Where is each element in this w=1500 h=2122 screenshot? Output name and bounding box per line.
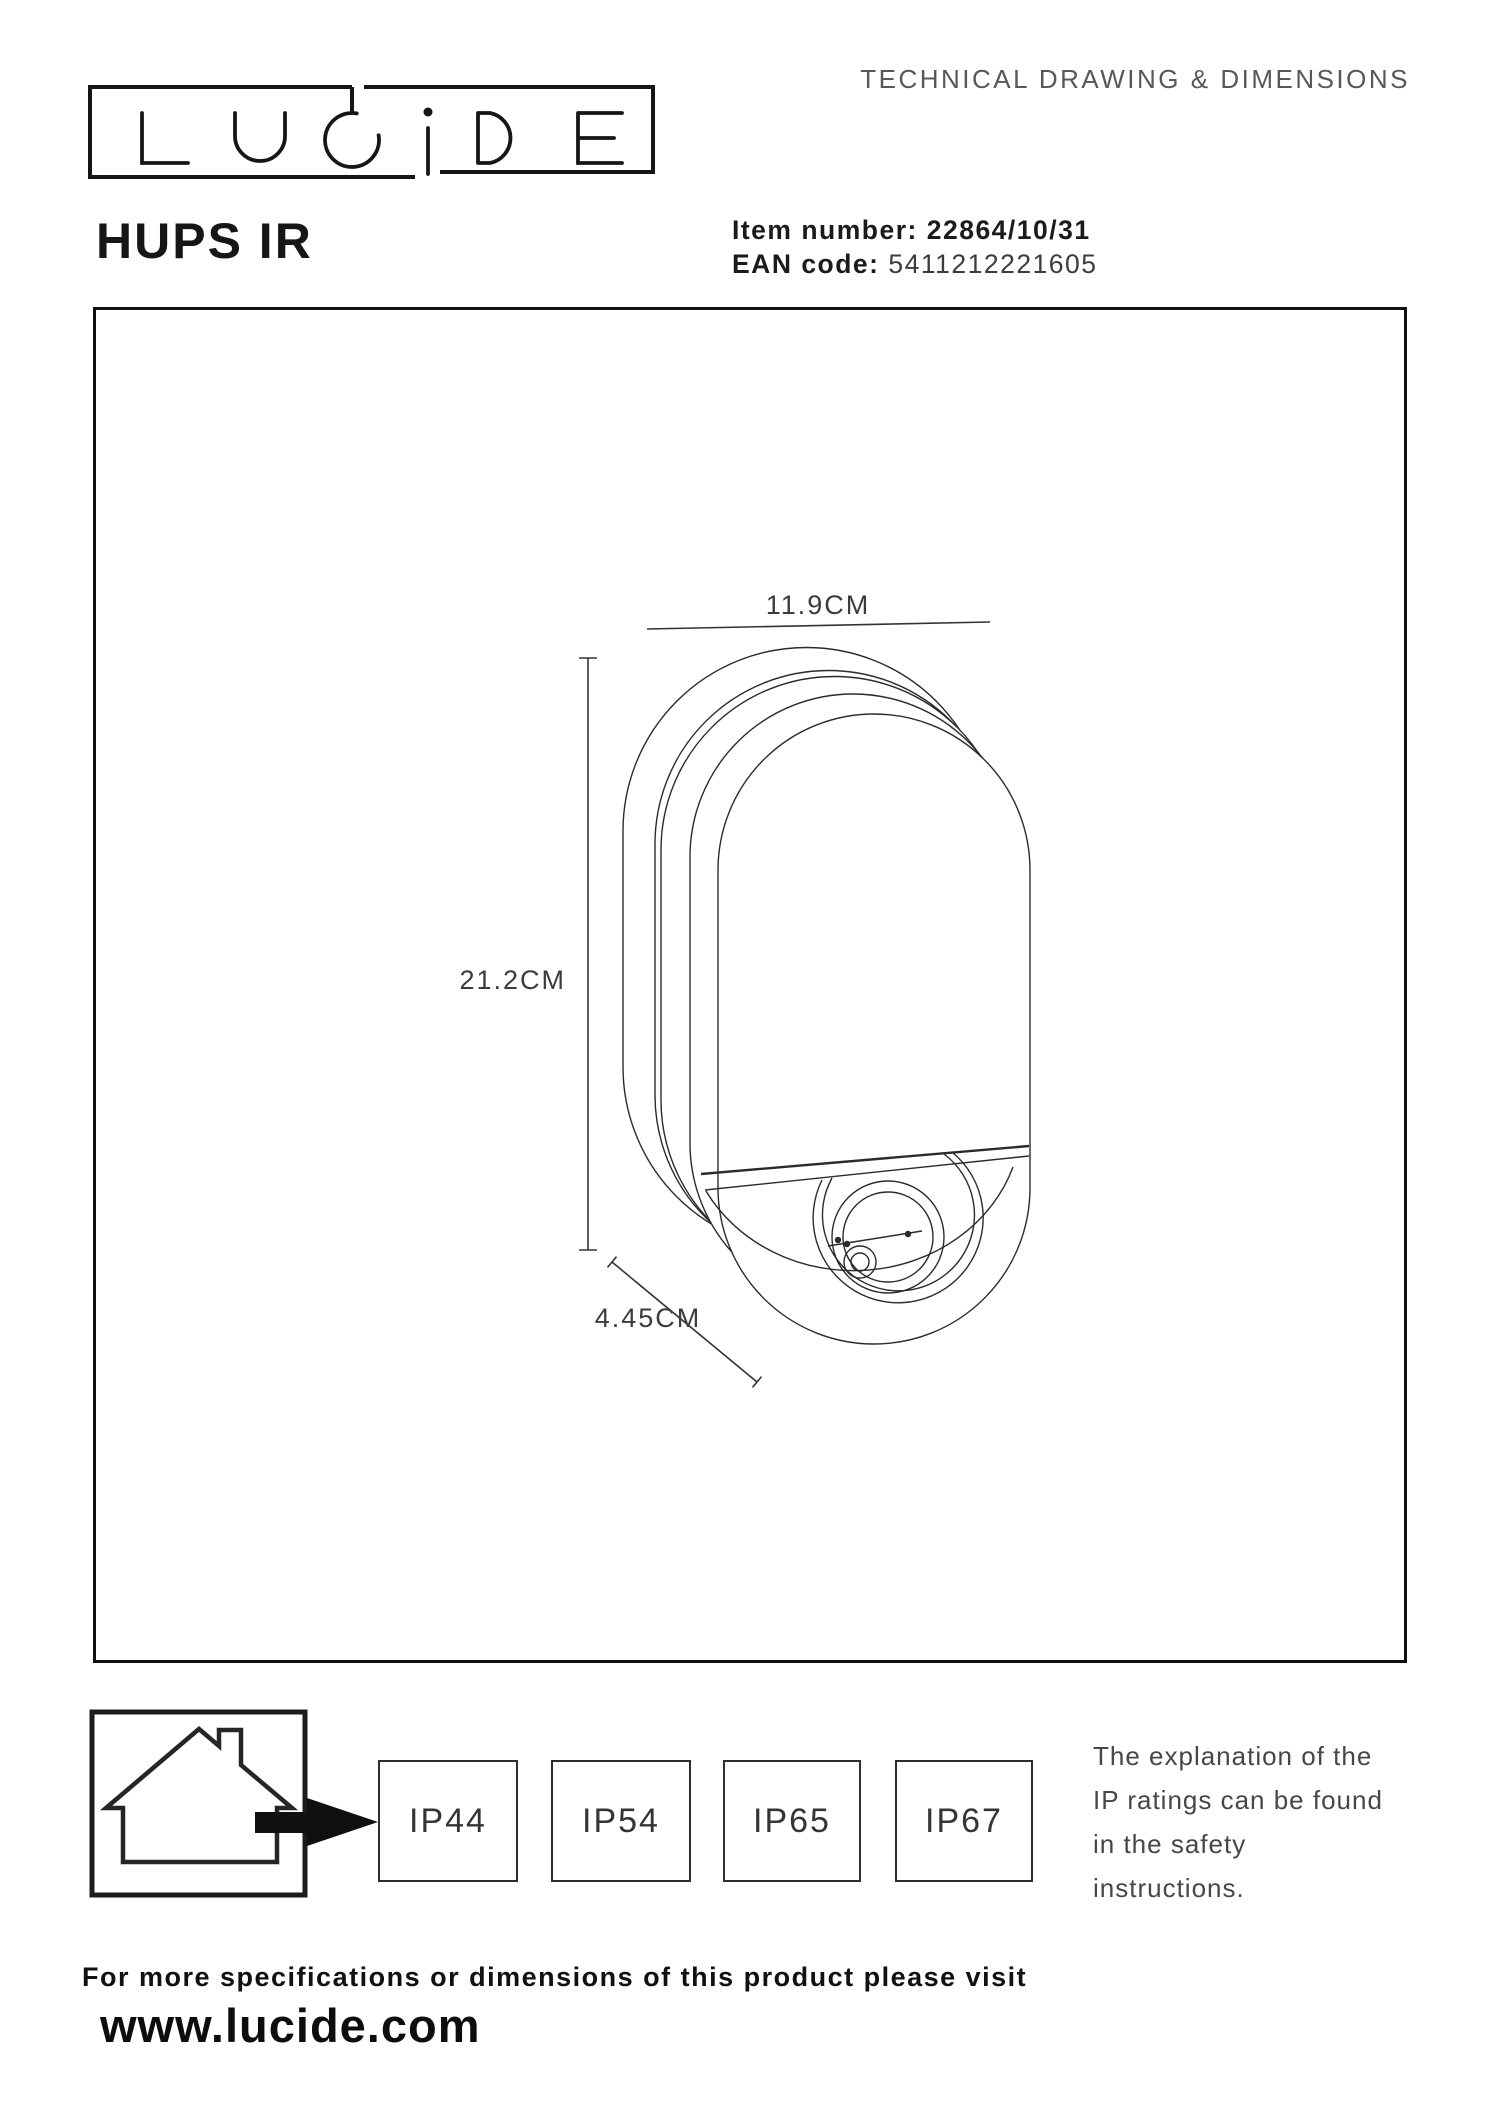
ip-ratings-note <box>1093 1734 1433 1910</box>
logo-i-dot <box>424 108 433 117</box>
dim-height-label: 21.2CM <box>459 965 566 995</box>
doc-title: TECHNICAL DRAWING & DIMENSIONS <box>860 64 1410 94</box>
item-number-label: Item number: <box>732 215 918 245</box>
ip-note-line: in the safety <box>1093 1829 1247 1859</box>
ip-rating-box-ip44 <box>378 1760 518 1882</box>
lamp-front-face <box>718 714 1030 1344</box>
technical-drawing <box>93 307 1407 1663</box>
item-number-value: 22864/10/31 <box>926 215 1091 245</box>
ip-note-line: IP ratings can be found <box>1093 1785 1383 1815</box>
ip-rating-box-ip67 <box>895 1760 1033 1882</box>
house-icon-frame <box>92 1712 305 1895</box>
dim-depth-label: 4.45CM <box>594 1303 702 1333</box>
website-link[interactable]: www.lucide.com <box>100 1999 481 2052</box>
ip-rating-box-ip54 <box>551 1760 691 1882</box>
arrow-right-icon <box>255 1798 378 1846</box>
product-name: HUPS IR <box>96 213 313 269</box>
ip67-label: IP67 <box>925 1801 1003 1840</box>
house-icon <box>106 1729 292 1862</box>
dim-width-label: 11.9CM <box>765 590 871 620</box>
ean-label: EAN code: <box>732 248 880 279</box>
ip65-label: IP65 <box>753 1801 831 1840</box>
dimension-width <box>647 622 990 629</box>
ean-value: 5411212221605 <box>888 248 1098 279</box>
ip-note-line: instructions. <box>1093 1873 1245 1903</box>
dimension-height <box>579 658 597 1250</box>
ip-note-line: The explanation of the <box>1093 1741 1373 1771</box>
logo-text <box>0 0 1 1</box>
footer-note: For more specifications or dimensions of this product please visit <box>82 1962 1028 1992</box>
house-icon-block <box>86 1707 386 1902</box>
ip44-label: IP44 <box>409 1801 487 1840</box>
ip-rating-box-ip65 <box>723 1760 861 1882</box>
lucide-logo <box>88 83 658 183</box>
ean-line <box>732 248 1098 282</box>
item-info-block <box>732 214 1098 281</box>
logo-letters <box>142 113 622 174</box>
ip54-label: IP54 <box>582 1801 660 1840</box>
item-number-line <box>732 214 1098 248</box>
